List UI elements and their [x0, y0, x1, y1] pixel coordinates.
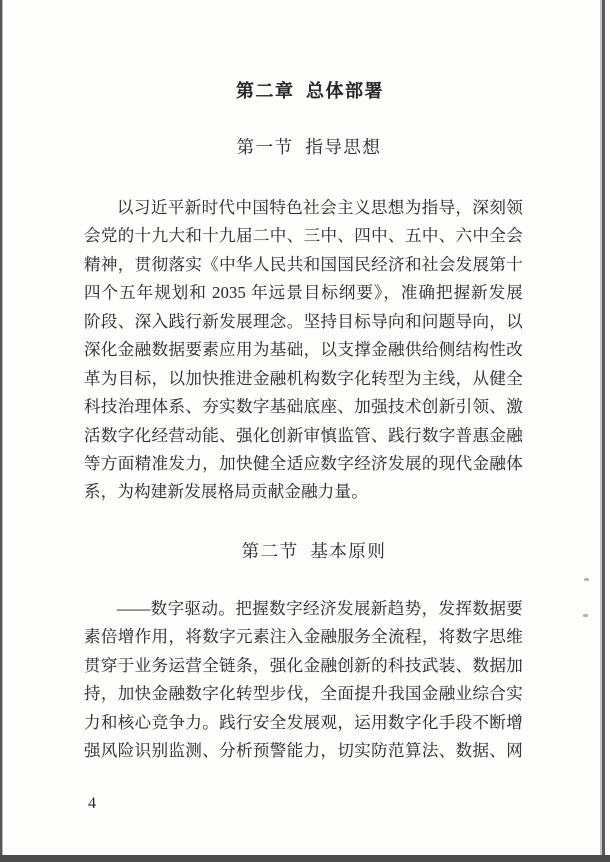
- body-line: 革为目标，以加快推进金融机构数字化转型为主线，从健全: [84, 368, 523, 388]
- body-line: 贯穿于业务运营全链条，强化金融创新的科技武装、数据加: [84, 655, 523, 675]
- chapter-title: 第二章 总体部署: [235, 81, 384, 101]
- scan-edge-right: [602, 0, 605, 862]
- section-2-title: 第二节 基本原则: [241, 541, 387, 561]
- body-line: 深化金融数据要素应用为基础，以支撑金融供给侧结构性改: [84, 340, 523, 360]
- scan-edge-left: [0, 0, 2, 862]
- body-line: 等方面精准发力，加快健全适应数字经济发展的现代金融体: [84, 453, 523, 473]
- body-line: 系，为构建新发展格局贡献金融力量。: [84, 482, 368, 502]
- body-line: 阶段、深入践行新发展理念。坚持目标导向和问题导向，以: [84, 311, 523, 331]
- scan-edge-left-shadow: [2, 0, 3, 862]
- section-2-paragraph: [84, 595, 523, 766]
- body-line: ——数字驱动。把握数字经济发展新趋势，发挥数据要: [117, 599, 523, 618]
- page-number: 4: [88, 795, 96, 812]
- body-line: 四个五年规划和 2035 年远景目标纲要》，准确把握新发展: [84, 283, 523, 303]
- body-line: 持，加快金融数字化转型步伐，全面提升我国金融业综合实: [84, 684, 523, 704]
- scan-speck: [583, 614, 588, 617]
- body-line: 强风险识别监测、分析预警能力，切实防范算法、数据、网: [84, 741, 523, 761]
- body-line: 以习近平新时代中国特色社会主义思想为指导，深刻领: [117, 198, 523, 217]
- body-line: 精神，贯彻落实《中华人民共和国国民经济和社会发展第十: [84, 254, 523, 274]
- scan-edge-bottom: [0, 855, 610, 862]
- section-1-title: 第一节 指导思想: [236, 137, 382, 157]
- body-line: 力和核心竞争力。践行安全发展观，运用数字化手段不断增: [84, 712, 523, 732]
- body-line: 会党的十九大和十九届二中、三中、四中、五中、六中全会: [84, 226, 523, 246]
- body-line: 活数字化经营动能、强化创新审慎监管、践行数字普惠金融: [84, 425, 523, 445]
- section-1-paragraph: [84, 194, 523, 507]
- body-line: 素倍增作用，将数字元素注入金融服务全流程，将数字思维: [84, 627, 523, 647]
- body-line: 科技治理体系、夯实数字基础底座、加强技术创新引领、激: [84, 397, 523, 417]
- scan-speck: [584, 578, 589, 581]
